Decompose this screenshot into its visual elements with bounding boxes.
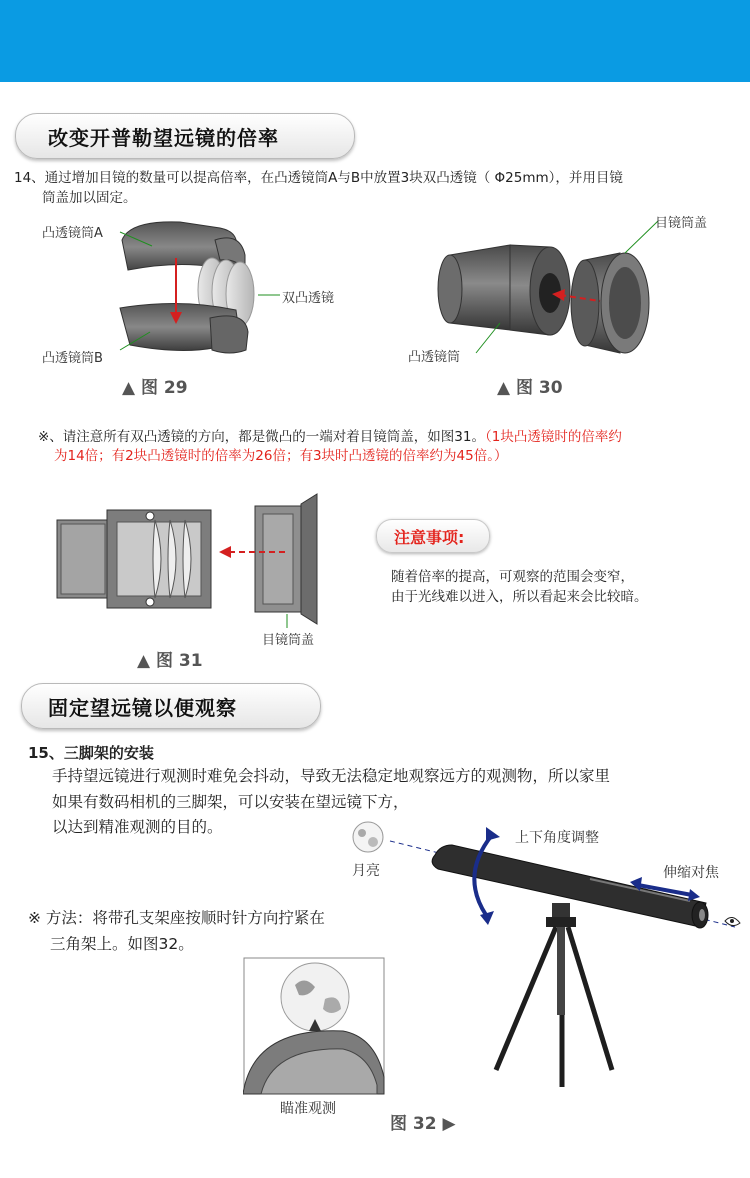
label-angle-adjust: 上下角度调整 — [515, 830, 599, 846]
figure-31-illustration — [55, 490, 335, 630]
lens-direction-note-line-1 — [38, 427, 622, 447]
note-red-text: （1块凸透镜时的倍率约 — [485, 429, 622, 445]
notice-title: 注意事项: — [394, 528, 465, 547]
step-14-line-2: 筒盖加以固定。 — [42, 190, 137, 206]
label-moon: 月亮 — [352, 863, 380, 879]
notice-badge — [376, 519, 490, 553]
aiming-inset-illustration — [243, 957, 385, 1095]
section-title-fix-telescope — [21, 683, 321, 729]
section-title-text: 改变开普勒望远镜的倍率 — [48, 126, 279, 150]
label-aim-observe: 瞄准观测 — [280, 1101, 336, 1117]
label-focus-adjust: 伸缩对焦 — [663, 865, 719, 881]
method-line-1: ※ 方法：将带孔支架座按顺时针方向拧紧在 — [28, 909, 325, 927]
notice-line-1: 随着倍率的提高，可观察的范围会变窄， — [391, 569, 634, 585]
figure-32-telescope-illustration — [340, 815, 745, 1105]
lens-direction-note-line-2: 为14倍；有2块凸透镜时的倍率为26倍；有3块时凸透镜的倍率约为45倍。） — [54, 448, 508, 464]
tripod-paragraph-line-1: 手持望远镜进行观测时难免会抖动，导致无法稳定地观察远方的观测物，所以家里 — [52, 767, 611, 785]
label-tube-a: 凸透镜筒A — [42, 226, 103, 241]
section-title-text: 固定望远镜以便观察 — [48, 696, 237, 720]
label-eyepiece-cap-31: 目镜筒盖 — [262, 633, 315, 648]
method-line-2: 三角架上。如图32。 — [50, 935, 194, 953]
label-eyepiece-cap-30: 目镜筒盖 — [655, 216, 708, 231]
notice-line-2: 由于光线难以进入，所以看起来会比较暗。 — [391, 589, 648, 605]
figure-32-caption: 图 32 ▶ — [390, 1114, 456, 1134]
note-black-text: ※、请注意所有双凸透镜的方向，都是微凸的一端对着目镜筒盖，如图31。 — [38, 429, 485, 445]
step-15-title: 15、三脚架的安装 — [28, 744, 154, 762]
label-convex-tube-30: 凸透镜筒 — [408, 350, 461, 365]
figure-31-caption: ▲ 图 31 — [137, 651, 203, 671]
tripod-paragraph-line-2: 如果有数码相机的三脚架，可以安装在望远镜下方， — [52, 793, 409, 811]
top-banner — [0, 0, 750, 82]
label-biconvex-lens: 双凸透镜 — [282, 291, 335, 306]
figure-30-caption: ▲ 图 30 — [497, 378, 563, 398]
step-14-line-1: 14、通过增加目镜的数量可以提高倍率，在凸透镜筒A与B中放置3块双凸透镜（ Φ25mm），并用目镜 — [14, 170, 623, 186]
section-title-magnification — [15, 113, 355, 159]
figure-29-caption: ▲ 图 29 — [122, 378, 188, 398]
label-tube-b: 凸透镜筒B — [42, 351, 103, 366]
tripod-paragraph-line-3: 以达到精准观测的目的。 — [52, 818, 223, 836]
